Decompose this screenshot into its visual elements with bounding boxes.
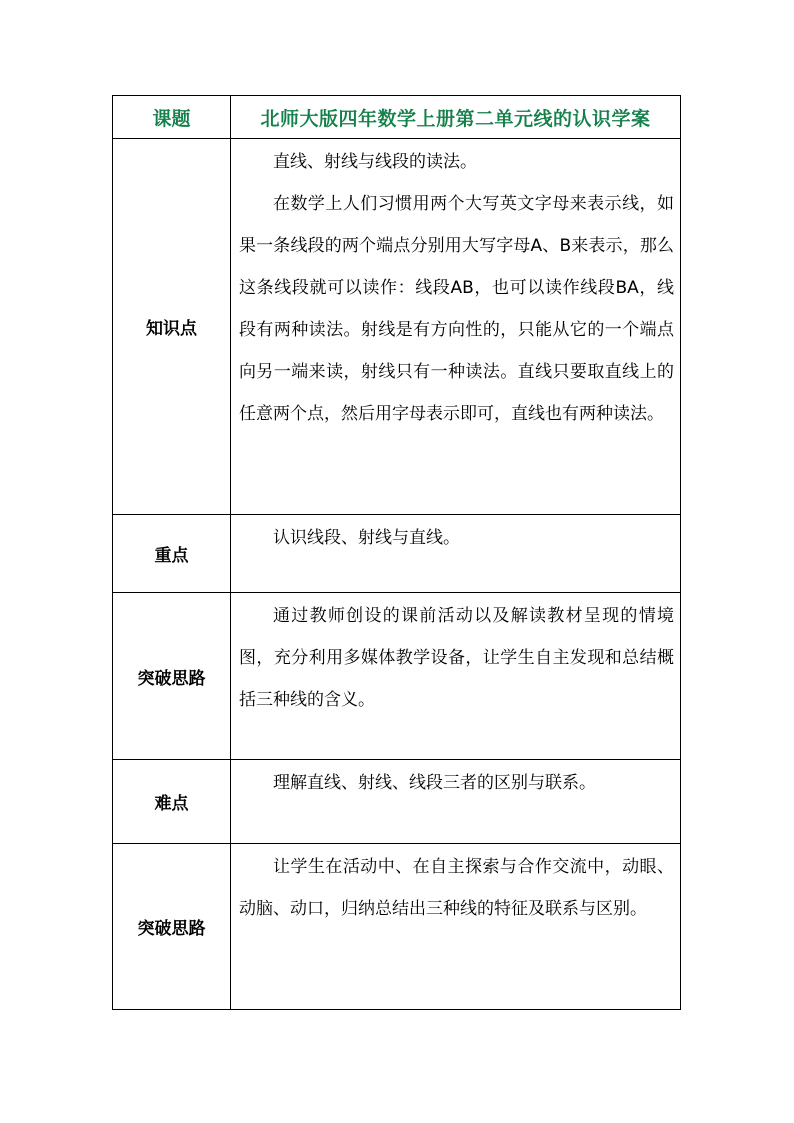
- difficulty-paragraph: 理解直线、射线、线段三者的区别与联系。: [273, 773, 596, 793]
- lesson-table: [112, 95, 681, 1010]
- breakthrough-paragraph-2: 让学生在活动中、在自主探索与合作交流中，动眼、动脑、动口，归纳总结出三种线的特征及联系与区别。: [239, 857, 674, 919]
- knowledge-content: [231, 139, 681, 515]
- difficulty-content: [231, 760, 681, 844]
- breakthrough-label-2: 突破思路: [113, 844, 231, 1010]
- lesson-title: 北师大版四年数学上册第二单元线的认识学案: [231, 96, 681, 139]
- difficulty-row: [113, 760, 681, 844]
- knowledge-label: 知识点: [113, 139, 231, 515]
- knowledge-paragraph: 直线、射线与线段的读法。: [273, 152, 477, 172]
- breakthrough-row-1: [113, 593, 681, 760]
- key-point-paragraph: 认识线段、射线与直线。: [273, 528, 460, 548]
- breakthrough-row-2: [113, 844, 681, 1010]
- breakthrough-label-1: 突破思路: [113, 593, 231, 760]
- difficulty-label: 难点: [113, 760, 231, 844]
- breakthrough-content-2: [231, 844, 681, 1010]
- title-row: [113, 96, 681, 139]
- breakthrough-paragraph-1: 通过教师创设的课前活动以及解读教材呈现的情境图，充分利用多媒体教学设备，让学生自主发现和总结概括三种线的含义。: [239, 606, 674, 710]
- key-point-row: [113, 515, 681, 593]
- knowledge-paragraph: 在数学上人们习惯用两个大写英文字母来表示线，如果一条线段的两个端点分别用大写字母A、B来表示，那么这条线段就可以读作：线段AB，也可以读作线段BA，线段有两种读法。射线是有方向性的，只能从它的一个端点向另一端来读，射线只有一种读法。直线只要取直线上的任意两个点，然后用字母表示即可，直线也有两种读法。: [239, 194, 674, 424]
- subject-label: 课题: [113, 96, 231, 139]
- key-point-content: [231, 515, 681, 593]
- knowledge-row: [113, 139, 681, 515]
- breakthrough-content-1: [231, 593, 681, 760]
- key-point-label: 重点: [113, 515, 231, 593]
